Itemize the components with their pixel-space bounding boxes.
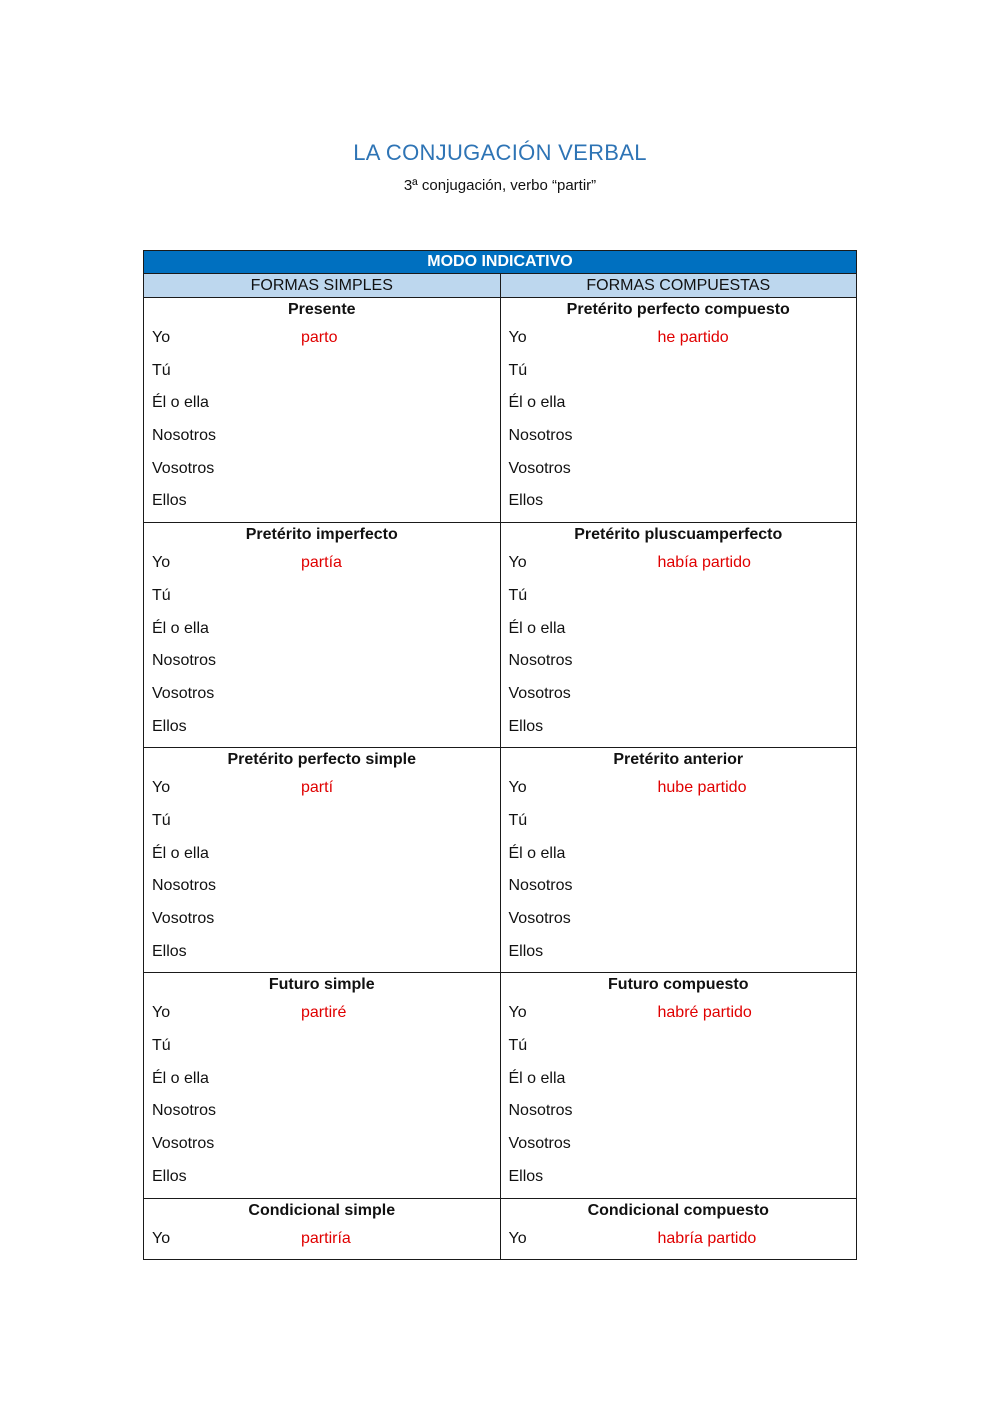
tense-title: Pretérito imperfecto [245, 526, 398, 544]
person-row [501, 711, 857, 744]
person-label: Nosotros [152, 877, 217, 895]
person-label: Él o ella [152, 1069, 209, 1087]
person-row [144, 805, 500, 838]
tense-title: Pretérito perfecto simple [227, 751, 416, 769]
person-row [501, 547, 857, 580]
person-label: Vosotros [508, 684, 571, 702]
person-row [144, 1030, 500, 1063]
compound-tense-cell [500, 748, 857, 973]
person-row [501, 387, 857, 420]
conjugation-table [143, 250, 857, 1260]
tense-blocks [144, 298, 857, 1260]
verb-form-answer: habré partido [657, 1004, 752, 1022]
person-label: Ellos [152, 492, 187, 510]
compound-tense-cell [500, 298, 857, 523]
person-label: Vosotros [152, 910, 215, 927]
page-title: LA CONJUGACIÓN VERBAL [353, 140, 647, 165]
verb-form-answer: habría partido [657, 1229, 757, 1247]
person-row [144, 772, 500, 805]
person-label: Él o ella [508, 619, 566, 637]
tense-block-row [144, 748, 857, 973]
person-row [501, 645, 857, 678]
tense-title: Condicional compuesto [587, 1201, 769, 1219]
person-label: Yo [152, 1004, 171, 1022]
person-row [501, 355, 857, 388]
person-label: Nosotros [152, 1102, 217, 1120]
person-row [501, 903, 857, 936]
person-label: Él o ella [508, 844, 566, 862]
person-label: Yo [152, 779, 171, 797]
person-row [501, 1095, 857, 1128]
simple-tense-cell [144, 298, 501, 523]
verb-form-answer: he partido [657, 329, 729, 346]
simple-forms-header: FORMAS SIMPLES [144, 274, 501, 298]
person-label: Vosotros [508, 1135, 571, 1153]
person-row [144, 1223, 500, 1256]
mode-header: MODO INDICATIVO [144, 251, 857, 274]
person-row [144, 580, 500, 613]
person-row [501, 613, 857, 646]
tense-title: Presente [287, 301, 356, 318]
person-row [144, 870, 500, 903]
person-label: Yo [152, 554, 171, 572]
person-label: Ellos [152, 1167, 187, 1185]
person-row [144, 355, 500, 388]
person-label: Él o ella [152, 844, 209, 862]
tense-block-row [144, 973, 857, 1198]
simple-tense-cell [144, 523, 501, 748]
verb-form-answer: partiré [301, 1004, 347, 1022]
compound-forms-header: FORMAS COMPUESTAS [500, 274, 857, 298]
person-label: Ellos [152, 717, 187, 735]
verb-form-answer: hube partido [657, 779, 747, 797]
person-row [501, 1063, 857, 1096]
person-row [144, 1128, 500, 1161]
tense-block-row [144, 523, 857, 748]
person-row [501, 1161, 857, 1194]
person-label: Nosotros [152, 427, 217, 445]
person-row [501, 805, 857, 838]
tense-title: Futuro compuesto [608, 976, 749, 994]
person-label: Tú [152, 361, 171, 379]
person-row [144, 322, 500, 355]
person-row [501, 1223, 857, 1256]
person-label: Él o ella [508, 1069, 566, 1087]
person-label: Tú [508, 811, 528, 829]
person-label: Yo [152, 1229, 171, 1247]
person-row [144, 711, 500, 744]
verb-form-answer: parto [301, 329, 338, 346]
person-row [144, 1095, 500, 1128]
person-row [501, 997, 857, 1030]
tense-block-row [144, 1198, 857, 1260]
person-label: Tú [152, 1037, 171, 1055]
person-row [144, 613, 500, 646]
person-label: Yo [152, 329, 171, 346]
tense-title: Condicional simple [248, 1201, 396, 1219]
person-row [501, 936, 857, 969]
person-row [501, 580, 857, 613]
person-row [144, 453, 500, 486]
person-label: Tú [508, 361, 528, 379]
person-row [501, 420, 857, 453]
person-row [144, 1063, 500, 1096]
person-label: Tú [508, 1037, 528, 1055]
person-row [144, 547, 500, 580]
person-label: Ellos [508, 1167, 544, 1185]
person-label: Yo [508, 554, 527, 572]
person-label: Yo [508, 779, 527, 797]
person-row [144, 838, 500, 871]
person-label: Él o ella [508, 394, 566, 412]
person-label: Nosotros [508, 877, 573, 895]
person-label: Ellos [152, 942, 187, 960]
person-label: Ellos [508, 942, 544, 960]
person-label: Vosotros [152, 1135, 215, 1153]
person-label: Tú [152, 586, 171, 604]
person-row [501, 870, 857, 903]
person-row [144, 420, 500, 453]
person-label: Él o ella [152, 394, 209, 412]
person-label: Ellos [508, 492, 544, 510]
simple-tense-cell [144, 973, 501, 1198]
person-row [144, 387, 500, 420]
verb-form-answer: partía [301, 554, 342, 572]
person-row [501, 322, 857, 355]
person-label: Nosotros [508, 427, 573, 445]
person-row [501, 453, 857, 486]
person-row [501, 485, 857, 518]
person-row [144, 678, 500, 711]
person-row [144, 645, 500, 678]
person-label: Vosotros [152, 459, 215, 477]
person-row [144, 1161, 500, 1194]
verb-form-answer: había partido [657, 554, 751, 572]
person-row [144, 485, 500, 518]
verb-form-answer: partí [301, 779, 334, 797]
person-row [501, 838, 857, 871]
page-subtitle: 3ª conjugación, verbo “partir” [403, 177, 597, 194]
person-label: Ellos [508, 717, 544, 735]
person-label: Nosotros [152, 652, 217, 670]
person-label: Nosotros [508, 1102, 573, 1120]
person-row [144, 997, 500, 1030]
simple-tense-cell [144, 1198, 501, 1260]
verb-form-answer: partiría [301, 1229, 351, 1247]
compound-tense-cell [500, 973, 857, 1198]
person-row [144, 936, 500, 969]
tense-title: Pretérito perfecto compuesto [566, 301, 790, 318]
person-row [501, 772, 857, 805]
person-label: Yo [508, 1229, 527, 1247]
person-label: Vosotros [508, 459, 571, 477]
tense-title: Futuro simple [268, 976, 375, 994]
person-label: Tú [508, 586, 528, 604]
person-label: Tú [152, 811, 171, 829]
compound-tense-cell [500, 1198, 857, 1260]
person-label: Nosotros [508, 652, 573, 670]
person-row [501, 1128, 857, 1161]
tense-title: Pretérito anterior [613, 751, 744, 769]
person-label: Vosotros [508, 910, 571, 927]
tense-block-row [144, 298, 857, 523]
person-label: Él o ella [152, 619, 209, 637]
person-row [501, 1030, 857, 1063]
person-row [144, 903, 500, 936]
person-label: Yo [508, 1004, 527, 1022]
tense-title: Pretérito pluscuamperfecto [574, 526, 783, 544]
person-label: Vosotros [152, 684, 215, 702]
person-label: Yo [508, 329, 527, 346]
simple-tense-cell [144, 748, 501, 973]
person-row [501, 678, 857, 711]
compound-tense-cell [500, 523, 857, 748]
